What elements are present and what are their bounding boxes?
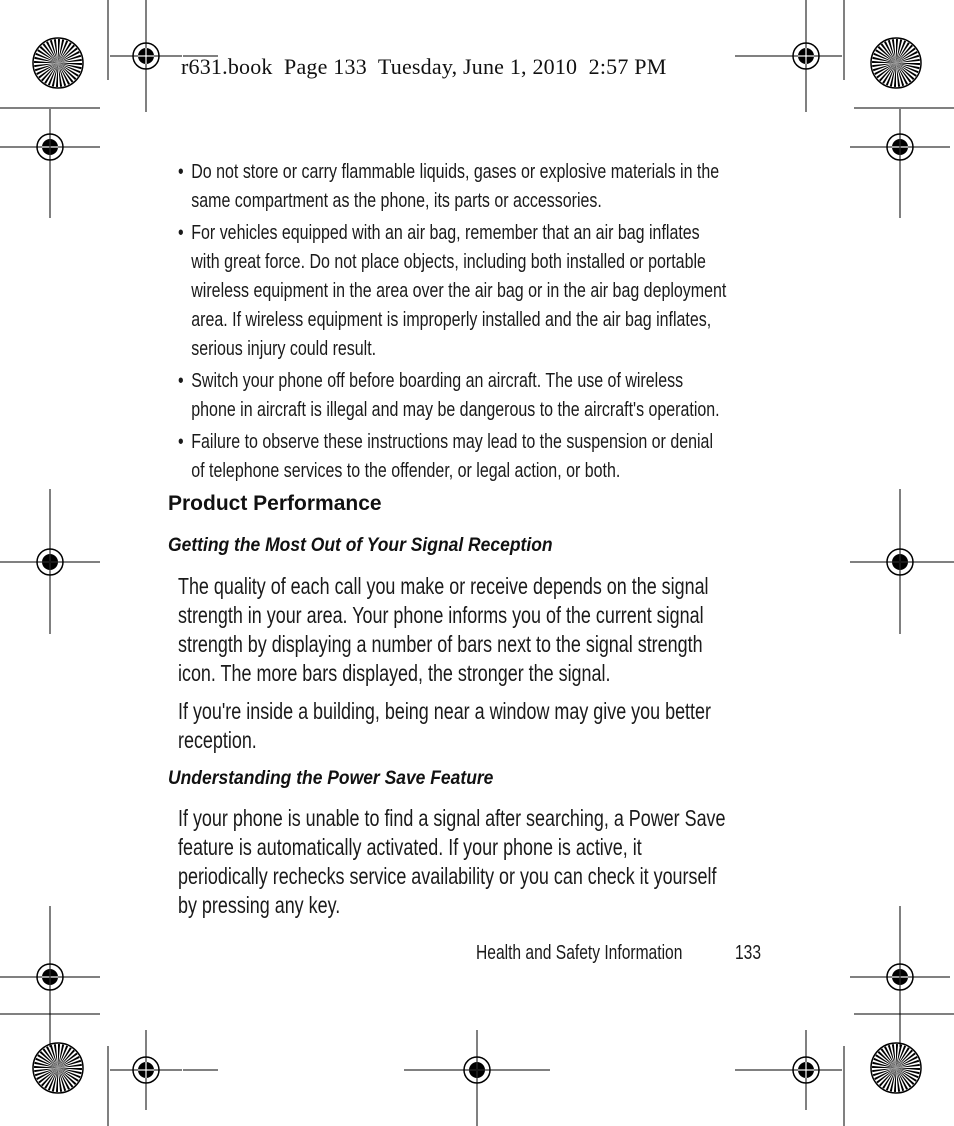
registration-mark-icon xyxy=(110,0,182,112)
paragraph-line: reception. xyxy=(178,727,257,753)
bullet-line-text: Do not store or carry flammable liquids, gases or explosive materials in the xyxy=(191,160,720,183)
starburst-target-icon xyxy=(871,1043,921,1093)
paragraph-line: The quality of each call you make or receive depends on the signal xyxy=(178,573,709,599)
bullet-line-text: Switch your phone off before boarding an aircraft. The use of wireless xyxy=(191,369,684,392)
bullet-icon: • xyxy=(178,221,184,244)
print-header: r631.book Page 133 Tuesday, June 1, 2010 2:57 PM xyxy=(181,54,667,79)
paragraph-line: icon. The more bars displayed, the stronger the signal. xyxy=(178,660,611,686)
bullet-icon: • xyxy=(178,430,184,453)
paragraph-line: by pressing any key. xyxy=(178,892,341,918)
bullet-line-text: same compartment as the phone, its parts or accessories. xyxy=(191,189,602,212)
bullet-line-text: with great force. Do not place objects, including both installed or portable xyxy=(191,250,706,273)
paragraph-line: feature is automatically activated. If your phone is active, it xyxy=(178,834,642,860)
footer-section-name: Health and Safety Information xyxy=(476,942,683,964)
bullet-icon: • xyxy=(178,369,184,392)
registration-mark-icon xyxy=(110,1030,182,1110)
paragraph-line: If your phone is unable to find a signal after searching, a Power Save xyxy=(178,805,726,831)
starburst-target-icon xyxy=(33,38,83,88)
starburst-target-icon xyxy=(33,1043,83,1093)
bullet-line-text: area. If wireless equipment is improperly installed and the air bag inflates, xyxy=(191,308,712,331)
page-number: 133 xyxy=(735,942,762,964)
registration-mark-icon xyxy=(770,0,842,112)
paragraph-line: strength by displaying a number of bars next to the signal strength xyxy=(178,631,703,657)
starburst-target-icon xyxy=(871,38,921,88)
bullet-line-text: serious injury could result. xyxy=(191,337,377,360)
subsection-heading: Understanding the Power Save Feature xyxy=(168,768,494,789)
bullet-line-text: Failure to observe these instructions may lead to the suspension or denial xyxy=(191,430,714,453)
bullet-line-text: wireless equipment in the area over the air bag or in the air bag deployment xyxy=(191,279,727,302)
section-heading: Product Performance xyxy=(168,492,382,515)
bullet-line-text: of telephone services to the offender, or legal action, or both. xyxy=(191,459,621,482)
registration-mark-icon xyxy=(770,1030,842,1110)
subsection-heading: Getting the Most Out of Your Signal Reception xyxy=(168,535,553,556)
bullet-line-text: phone in aircraft is illegal and may be dangerous to the aircraft's operation. xyxy=(191,398,720,421)
paragraph-line: periodically rechecks service availability or you can check it yourself xyxy=(178,863,717,889)
bullet-icon: • xyxy=(178,160,184,183)
bullet-line-text: For vehicles equipped with an air bag, remember that an air bag inflates xyxy=(191,221,700,244)
paragraph-line: If you're inside a building, being near a window may give you better xyxy=(178,698,711,724)
paragraph-line: strength in your area. Your phone informs you of the current signal xyxy=(178,602,704,628)
